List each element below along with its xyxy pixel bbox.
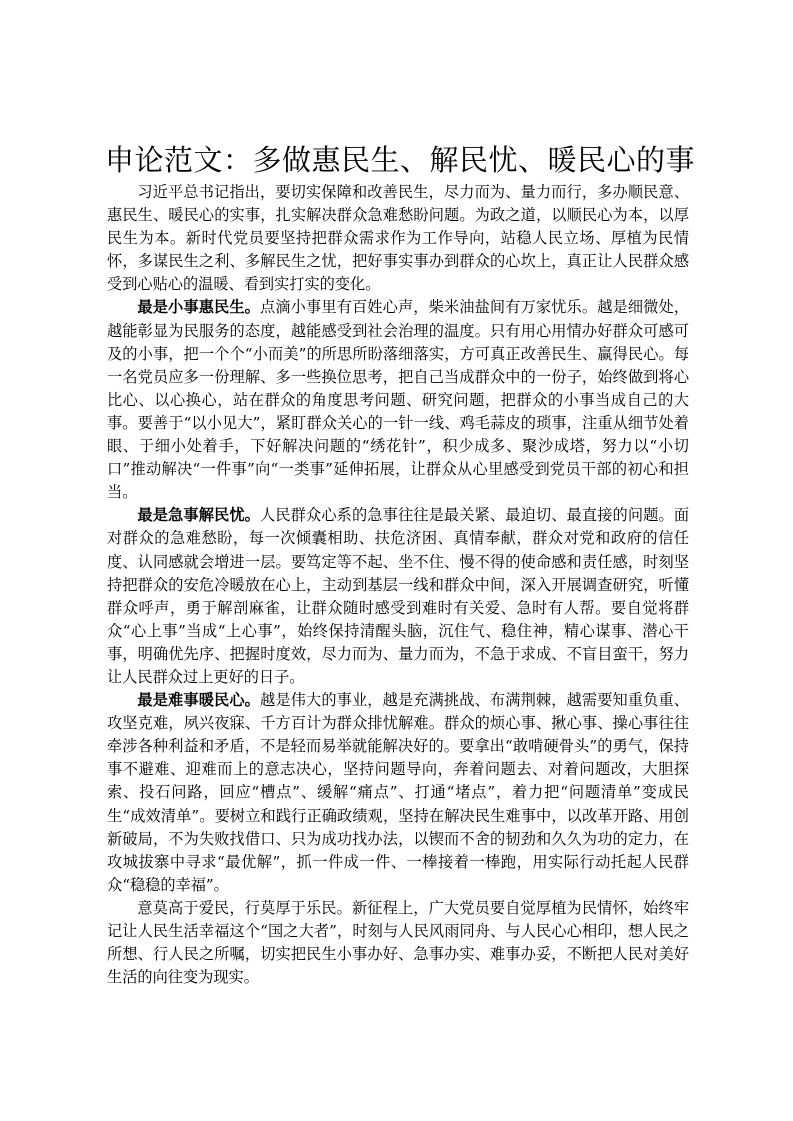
paragraph-text: 越是伟大的事业，越是充满挑战、布满荆棘，越需要知重负重、攻坚克难，夙兴夜寐、千方百计为群众排忧解难。群众的烦心事、揪心事、操心事往往牵涉各种利益和矛盾，不是轻而易举就能解决好的。要拿出“敢啃硬骨头”的勇气，保持事不避难、迎难而上的意志决心，坚持问题导向，奔着问题去、对着问题改，大胆探索、投石问路，回应“槽点”、缓解“痛点”、打通“堵点”，着力把“问题清单”变成民生“成效清单”。要树立和践行正确政绩观，坚持在解决民生难事中，以改革开路、用创新破局，不为失败找借口、只为成功找办法，以锲而不舍的韧劲和久久为功的定力，在攻城拔寨中寻求“最优解”，抓一件成一件、一棒接着一棒跑，用实际行动托起人民群众“稳稳的幸福”。 [107, 691, 690, 894]
paragraph-heading: 最是急事解民忧。 [137, 506, 261, 525]
paragraph-text: 习近平总书记指出，要切实保障和改善民生，尽力而为、量力而行，多办顺民意、惠民生、暖民心的实事，扎实解决群众急难愁盼问题。为政之道，以顺民心为本，以厚民生为本。新时代党员要坚持把群众需求作为工作导向，站稳人民立场、厚植为民情怀，多谋民生之利、多解民生之忧，把好事实事办到群众的心坎上，真正让人民群众感受到心贴心的温暖、看到实打实的变化。 [107, 183, 689, 294]
paragraph-conclusion [107, 897, 689, 989]
paragraph-text: 人民群众心系的急事往往是最关紧、最迫切、最直接的问题。面对群众的急难愁盼，每一次倾囊相助、扶危济困、真情奉献，群众对党和政府的信任度、认同感就会增进一层。要笃定等不起、坐不住、慢不得的使命感和责任感，时刻坚持把群众的安危冷暖放在心上，主动到基层一线和群众中间，深入开展调查研究，听懂群众呼声，勇于解剖麻雀，让群众随时感受到难时有关爱、急时有人帮。要自觉将群众“心上事”当成“上心事”，始终保持清醒头脑，沉住气、稳住神，精心谋事、潜心干事，明确优先序、把握时度效，尽力而为、量力而为，不急于求成、不盲目蛮干，努力让人民群众过上更好的日子。 [107, 506, 690, 686]
paragraph-small-matters [107, 296, 689, 504]
paragraph-urgent-matters [107, 504, 689, 689]
paragraph-text: 意莫高于爱民，行莫厚于乐民。新征程上，广大党员要自觉厚植为民情怀，始终牢记让人民生活幸福这个“国之大者”，时刻与人民风雨同舟、与人民心心相印，想人民之所想、行人民之所嘱，切实把民生小事办好、急事办实、难事办妥，不断把人民对美好生活的向往变为现实。 [107, 898, 689, 987]
paragraph-difficult-matters [107, 689, 689, 897]
document-title: 申论范文：多做惠民生、解民忧、暖民心的事 [104, 143, 695, 177]
paragraph-heading: 最是难事暖民心。 [137, 691, 261, 710]
paragraph-heading: 最是小事惠民生。 [137, 298, 261, 317]
paragraph-intro [107, 181, 689, 296]
document-body [107, 181, 689, 989]
paragraph-text: 点滴小事里有百姓心声，柴米油盐间有万家忧乐。越是细微处，越能彰显为民服务的态度，越能感受到社会治理的温度。只有用心用情办好群众可感可及的小事，把一个个“小而美”的所思所盼落细落实，方可真正改善民生、赢得民心。每一名党员应多一份理解、多一些换位思考，把自己当成群众中的一份子，始终做到将心比心、以心换心，站在群众的角度思考问题、研究问题，把群众的小事当成自己的大事。要善于“以小见大”，紧盯群众关心的一针一线、鸡毛蒜皮的琐事，注重从细节处着眼、于细小处着手，下好解决问题的“绣花针”，积少成多、聚沙成塔，努力以“小切口”推动解决“一件事”向“一类事”延伸拓展，让群众从心里感受到党员干部的初心和担当。 [107, 298, 690, 502]
